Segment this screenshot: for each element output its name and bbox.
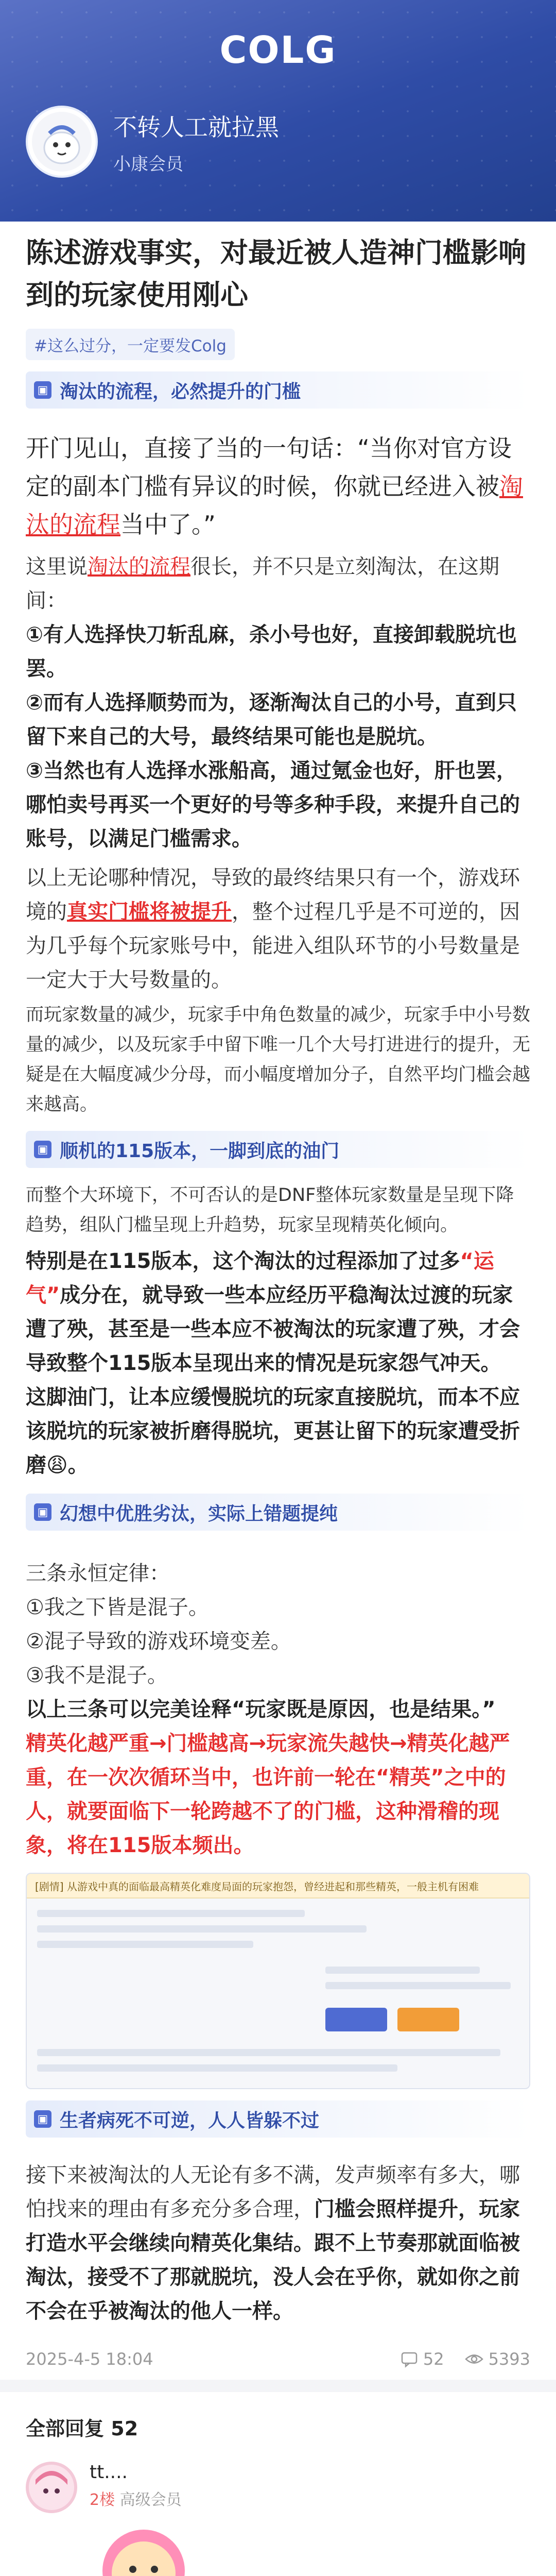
- author-level: 小康会员: [113, 154, 183, 175]
- paragraph-6: 这脚油门，让本应缓慢脱坑的玩家直接脱坑，而本不应该脱坑的玩家被折磨得脱坑，更甚让留下的玩家遭受折磨😩。: [26, 1385, 520, 1477]
- point-1: ①有人选择快刀斩乱麻，杀小号也好，直接卸载脱坑也罢。: [26, 623, 517, 681]
- author-avatar[interactable]: [26, 106, 98, 178]
- eye-icon: [465, 2350, 483, 2368]
- conclusion-text: 以上三条可以完美诠释“玩家既是原因，也是结果。”: [26, 1698, 496, 1721]
- reply-username[interactable]: tt....: [90, 2462, 128, 2483]
- reply-item: [26, 2441, 530, 2576]
- section-heading-text: 幻想中优胜劣汰，实际上错题提纯: [60, 1503, 338, 1524]
- para-text: 游戏环境的: [26, 866, 520, 924]
- para-text: 这里说: [26, 555, 88, 579]
- author-meta: [113, 109, 279, 175]
- reply-floor: 2楼: [90, 2491, 115, 2509]
- anime-avatar-icon: [28, 2464, 75, 2511]
- para-text: ，整个过程几乎是不可逆的，因为几乎每个玩家账号中，能进入组队环节的小号数量是一定大于大号数量的。: [26, 900, 520, 992]
- screenshot-button: [397, 2008, 459, 2031]
- section-heading-text: 顺机的115版本，一脚到底的油门: [60, 1140, 340, 1162]
- reply-body: [90, 2462, 530, 2576]
- law-2: ②混子导致的游戏环境变差。: [26, 1630, 291, 1653]
- paragraph-3: 而玩家数量的减少，玩家手中角色数量的减少，玩家手中小号数量的减少，以及玩家手中留下唯一几个大号打进进行的提升，无疑是在大幅度减少分母，而小幅度增加分子，自然平均门槛会越来越高。: [26, 1005, 531, 1115]
- section-marker-icon: ▣: [34, 2110, 51, 2128]
- section-heading-text: 生者病死不可逆，人人皆躲不过: [60, 2110, 320, 2131]
- reply-sub: [90, 2487, 530, 2510]
- lead-highlight: 淘汰的流程: [26, 472, 523, 538]
- section-marker-icon: ▣: [34, 381, 51, 399]
- law-1: ①我之下皆是混子。: [26, 1596, 209, 1619]
- paragraph-2: [26, 861, 530, 997]
- screenshot-line: [37, 1910, 305, 1917]
- author-row[interactable]: [26, 106, 530, 178]
- paragraph-4: 而整个大环境下，不可否认的是DNF整体玩家数量是呈现下降趋势，组队门槛呈现上升趋势，玩家呈现精英化倾向。: [26, 1185, 514, 1235]
- para-highlight: 真实门槛将被提升: [67, 900, 232, 924]
- screenshot-line: [37, 2049, 500, 2056]
- paragraph-1: [26, 550, 530, 618]
- post-date: 2025-4-5 18:04: [26, 2349, 153, 2369]
- reply-level: 高级会员: [119, 2491, 182, 2509]
- para-text: 成分在，就导致一些本应经历平稳淘汰过渡的玩家遭了殃，甚至是一些本应不被淘汰的玩家遭了殃，才会导致整个115版本呈现出来的情况是玩家怨气冲天。: [26, 1283, 520, 1375]
- replies-header: [26, 2413, 530, 2441]
- embedded-screenshot-image[interactable]: [26, 1873, 530, 2089]
- lead-paragraph: [26, 429, 530, 544]
- section-marker-icon: ▣: [34, 1503, 51, 1521]
- law-3: ③我不是混子。: [26, 1664, 168, 1687]
- post-header: [0, 0, 556, 222]
- screenshot-line: [37, 1925, 367, 1933]
- para-text: 门槛会照样提升，玩家打造水平会继续向精英化集结。跟不上节奏那就面临被淘汰，接受不了那就脱坑，没人会在乎你，就如你之前不会在乎被淘汰的他人一样。: [26, 2197, 520, 2323]
- section-heading-3: [26, 1494, 530, 1531]
- post-title: 陈述游戏事实，对最近被人造神门槛影响到的玩家使用刚心: [26, 236, 526, 311]
- replies-header-label: 全部回复: [26, 2417, 105, 2440]
- section-heading-1: [26, 371, 530, 409]
- logo-text: COLG: [219, 28, 337, 72]
- post-meta: [26, 2338, 530, 2380]
- para-highlight: “运气”: [26, 1249, 494, 1307]
- section-divider: [0, 2380, 556, 2392]
- post-tag[interactable]: #这么过分，一定要发Colg: [26, 329, 235, 360]
- comment-count[interactable]: [401, 2349, 444, 2369]
- point-3: ③当然也有人选择水涨船高，通过氪金也好，肝也罢，哪怕卖号再买一个更好的号等多种手段，来提升自己的账号，以满足门槛需求。: [26, 759, 520, 851]
- red-highlight-block: 精英化越严重→门槛越高→玩家流失越快→精英化越严重，在一次次循环当中，也许前一轮在“精英”之中的人，就要面临下一轮跨越不了的门槛，这种滑稽的现象，将在115版本频出。: [26, 1732, 510, 1857]
- para-text: 接下来被淘汰的人无论有多不满，发声频率有多大，哪怕找来的理由有多充分多合理，: [26, 2163, 520, 2221]
- screenshot-line: [37, 2064, 397, 2072]
- section-heading-text: 淘汰的流程，必然提升的门槛: [60, 381, 301, 402]
- comment-count-value: 52: [423, 2349, 444, 2369]
- point-2: ②而有人选择顺势而为，逐渐淘汰自己的小号，直到只留下来自己的大号，最终结果可能也是脱坑。: [26, 691, 517, 749]
- section-marker-icon: ▣: [34, 1141, 51, 1158]
- post-content: [0, 222, 556, 2576]
- para-text: 特别是在115版本，这个淘汰的过程添加了过多: [26, 1249, 460, 1273]
- lead-text: 当中了。”: [120, 511, 216, 538]
- paragraph-5: [26, 1244, 530, 1380]
- para-text: 很长，并不只是立刻淘汰，: [190, 555, 438, 579]
- para-text: 以上无论哪种情况，导致的最终结果只有一个，: [26, 866, 458, 890]
- final-paragraph: [26, 2158, 530, 2328]
- lead-text: 开门见山，直接了当的一句话：“当你对官: [26, 434, 464, 462]
- reply-sticker-image: [90, 2522, 530, 2576]
- section-heading-4: [26, 2100, 530, 2138]
- para-text: 在这期间：: [26, 555, 499, 613]
- view-count-value: 5393: [488, 2349, 530, 2369]
- screenshot-line: [37, 1941, 253, 1948]
- comment-icon: [401, 2350, 418, 2368]
- screenshot-line: [325, 1967, 480, 1974]
- reply-avatar[interactable]: [26, 2462, 77, 2513]
- sticker-icon: [90, 2522, 198, 2576]
- view-count: [465, 2349, 530, 2369]
- para-highlight: 淘汰的流程: [88, 555, 190, 579]
- lead-text: 方设定的副本门槛有异议的时候，你就已: [26, 434, 512, 500]
- screenshot-header: [剧情] 从游戏中真的面临最高精英化难度局面的玩家抱怨，曾经进起和那些精英，一般主机有困难: [27, 1874, 529, 1899]
- screenshot-line: [325, 1982, 511, 1989]
- author-name[interactable]: 不转人工就拉黑: [113, 113, 279, 141]
- list-intro: 三条永恒定律：: [26, 1562, 170, 1585]
- screenshot-button: [325, 2008, 387, 2031]
- section-heading-2: [26, 1131, 530, 1168]
- colg-logo[interactable]: [211, 27, 345, 73]
- lead-text: 经进入被: [405, 472, 499, 500]
- avatar-icon: [31, 111, 93, 173]
- replies-count: 52: [111, 2417, 138, 2440]
